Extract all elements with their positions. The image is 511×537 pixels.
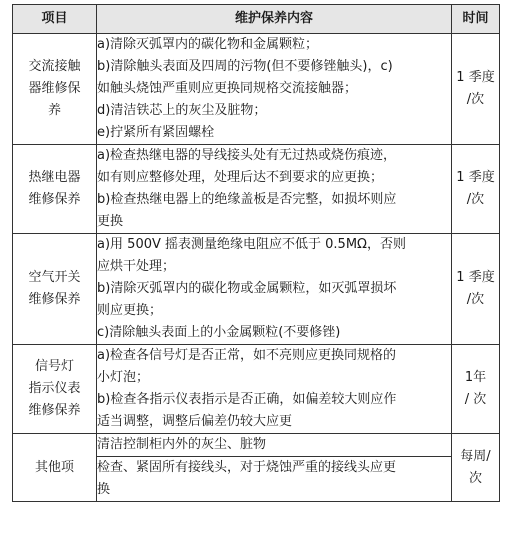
content-line: 换: [97, 482, 111, 497]
item-line: 交流接触: [28, 59, 81, 74]
content-line: 适当调整，调整后偏差仍较大应更: [97, 414, 293, 429]
time-cell: [452, 345, 500, 434]
content-line: 如触头烧蚀严重则应更换同规格交流接触器；: [97, 81, 358, 96]
maintenance-table: [12, 4, 500, 502]
time-line: /次: [466, 92, 485, 107]
item-cell: [13, 234, 97, 345]
table-row: [13, 434, 500, 457]
item-line: 养: [47, 103, 61, 118]
time-cell: [452, 434, 500, 502]
content-cell: [97, 145, 452, 234]
content-cell: [97, 234, 452, 345]
content-line: a)清除灭弧罩内的碳化物和金属颗粒；: [97, 37, 319, 52]
content-line: b)检查热继电器上的绝缘盖板是否完整，如损坏则应: [97, 192, 397, 207]
time-line: 1 季度: [456, 270, 495, 285]
content-line: 检查、紧固所有接线头，对于烧蚀严重的接线头应更: [97, 460, 397, 475]
time-line: 1年: [464, 370, 487, 385]
item-line: 信号灯: [34, 359, 74, 374]
content-line: 更换: [97, 214, 124, 229]
time-line: /次: [466, 192, 485, 207]
time-line: 1 季度: [456, 170, 495, 185]
item-line: 空气开关: [28, 270, 81, 285]
content-cell: [97, 34, 452, 145]
time-line: / 次: [464, 392, 487, 407]
time-cell: [452, 34, 500, 145]
item-cell: [13, 434, 97, 502]
content-line: c)清除触头表面上的小金属颗粒(不要修锉): [97, 325, 341, 340]
content-line: 应烘干处理；: [97, 259, 176, 274]
header-time: 时间: [452, 5, 500, 34]
item-line: 维修保养: [28, 192, 81, 207]
content-line: 小灯泡；: [97, 370, 150, 385]
item-line: 器维修保: [28, 81, 81, 96]
time-line: 每周/: [460, 448, 491, 464]
content-cell: [97, 457, 452, 502]
table-row: [13, 145, 500, 234]
item-cell: [13, 34, 97, 145]
content-line: a)检查各信号灯是否正常，如不亮则应更换同规格的: [97, 348, 397, 363]
item-line: 维修保养: [28, 403, 81, 418]
content-line: a)检查热继电器的导线接头处有无过热或烧伤痕迹，: [97, 148, 397, 163]
content-line: a)用 500V 摇表测量绝缘电阻应不低于 0.5MΩ，否则: [97, 237, 406, 252]
item-cell: [13, 145, 97, 234]
content-line: b)清除灭弧罩内的碳化物或金属颗粒，如灭弧罩损坏: [97, 281, 397, 296]
time-cell: [452, 234, 500, 345]
time-line: 1 季度: [456, 70, 495, 85]
header-item: 项目: [13, 5, 97, 34]
content-line: 如有则应整修处理，处理后达不到要求的应更换；: [97, 170, 384, 185]
item-line: 热继电器: [28, 170, 81, 185]
table-row: [13, 234, 500, 345]
header-row: [13, 5, 500, 34]
content-cell: [97, 345, 452, 434]
content-line: d)清洁铁芯上的灰尘及脏物；: [97, 103, 267, 118]
content-line: e)拧紧所有紧固螺栓: [97, 125, 215, 140]
item-line: 指示仪表: [28, 381, 81, 396]
content-line: b)清除触头表面及四周的污物(但不要修锉触头)，c): [97, 59, 393, 74]
content-line: 则应更换；: [97, 303, 163, 318]
time-line: 次: [468, 470, 482, 486]
content-cell: [97, 434, 452, 457]
table-row: [13, 345, 500, 434]
content-line: b)检查各指示仪表指示是否正确，如偏差较大则应作: [97, 392, 397, 407]
item-cell: [13, 345, 97, 434]
item-line: 维修保养: [28, 292, 81, 307]
content-line: 清洁控制柜内外的灰尘、脏物: [97, 437, 267, 452]
time-line: /次: [466, 292, 485, 307]
item-line: 其他项: [34, 459, 74, 475]
table-row: [13, 34, 500, 145]
time-cell: [452, 145, 500, 234]
header-content: 维护保养内容: [97, 5, 452, 34]
